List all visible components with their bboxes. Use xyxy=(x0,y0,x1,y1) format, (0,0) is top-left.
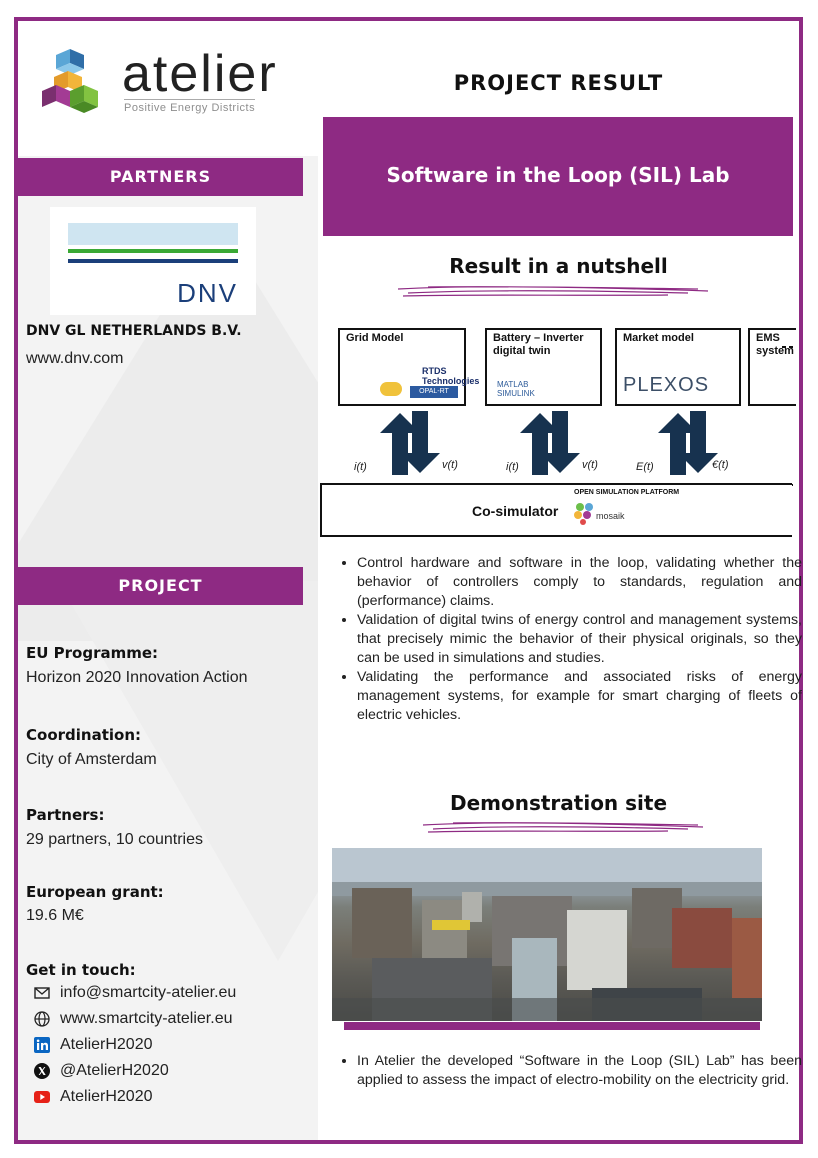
partners-count-label: Partners: xyxy=(26,806,105,824)
partner-url-link[interactable]: www.dnv.com xyxy=(26,350,124,367)
nutshell-bullets xyxy=(343,554,802,725)
contact-website-link[interactable] xyxy=(34,1010,233,1028)
contact-x-link[interactable] xyxy=(34,1062,169,1080)
dnv-wordmark: DNV xyxy=(177,278,238,308)
signal-left-1: i(t) xyxy=(354,461,367,473)
logo-wordmark: atelier xyxy=(122,45,278,103)
hero-title: Software in the Loop (SIL) Lab xyxy=(386,163,730,187)
platform-label: OPEN SIMULATION PLATFORM xyxy=(574,489,680,496)
contact-linkedin-link[interactable] xyxy=(34,1036,153,1054)
logo-cubes-icon xyxy=(40,47,120,117)
grant-label: European grant: xyxy=(26,883,164,901)
nutshell-heading: Result in a nutshell xyxy=(449,254,668,278)
nutshell-underline-icon xyxy=(388,281,718,301)
hero-banner xyxy=(323,117,793,236)
list-item: • Validation of digital twins of energy control and management systems, that precisely mimic the behavior of their physical originals, so they can be used in simulations and studies. xyxy=(357,611,802,668)
contact-website-text: www.smartcity-atelier.eu xyxy=(60,1010,233,1027)
mosaik-label: mosaik xyxy=(596,511,625,521)
partners-count-value: 29 partners, 10 countries xyxy=(26,831,203,848)
contact-heading: Get in touch: xyxy=(26,961,136,979)
matlab-logo: MATLAB SIMULINK xyxy=(497,380,535,398)
coordination-label: Coordination: xyxy=(26,726,141,744)
contact-linkedin-text: AtelierH2020 xyxy=(60,1036,153,1053)
list-item: • Validating the performance and associated risks of energy management systems, for example for smart charging of fleets of electric vehicles. xyxy=(357,668,802,725)
architecture-diagram xyxy=(320,325,795,525)
plexos-logo: PLEXOS xyxy=(623,374,710,396)
opal-rt-logo: OPAL-RT xyxy=(410,386,458,398)
ems-title: EMS system xyxy=(756,332,794,357)
globe-icon xyxy=(34,1011,50,1027)
grid-model-title: Grid Model xyxy=(346,332,404,344)
demo-site-photo xyxy=(332,848,762,1021)
contact-email-text: info@smartcity-atelier.eu xyxy=(60,984,237,1001)
logo xyxy=(18,21,318,156)
list-item: • Control hardware and software in the loop, validating whether the behavior of controllers comply to standards, regulation and (performance) claims. xyxy=(357,554,802,611)
partners-heading: PARTNERS xyxy=(18,158,303,196)
mosaik-logo-icon xyxy=(574,501,596,525)
youtube-icon xyxy=(34,1089,50,1105)
battery-twin-title: Battery – Inverter digital twin xyxy=(493,332,584,357)
project-heading: PROJECT xyxy=(18,567,303,605)
signal-right-1: v(t) xyxy=(442,459,458,471)
signal-right-3: €(t) xyxy=(712,459,729,471)
dnv-logo xyxy=(50,207,256,315)
contact-email-link[interactable] xyxy=(34,984,236,1002)
partner-name: DNV GL NETHERLANDS B.V. xyxy=(26,323,242,339)
page-title: PROJECT RESULT xyxy=(453,71,664,95)
cosimulator-label: Co-simulator xyxy=(472,503,559,519)
rtds-logo: RTDS Technologies xyxy=(422,366,480,386)
signal-left-3: E(t) xyxy=(636,461,654,473)
demo-underline-icon xyxy=(413,817,713,837)
mail-icon xyxy=(34,985,50,1001)
market-model-title: Market model xyxy=(623,332,694,344)
list-item: • In Atelier the developed “Software in the Loop (SIL) Lab” has been applied to assess the impact of electro-mobility on the electricity grid. xyxy=(357,1052,802,1090)
grant-value: 19.6 M€ xyxy=(26,907,84,924)
contact-youtube-link[interactable] xyxy=(34,1088,153,1106)
signal-left-2: i(t) xyxy=(506,461,519,473)
poster-frame xyxy=(14,17,803,1144)
programme-value: Horizon 2020 Innovation Action xyxy=(26,669,248,686)
cosimulator-box xyxy=(320,483,792,537)
sidebar xyxy=(18,21,318,1140)
linkedin-icon xyxy=(34,1037,50,1053)
programme-label: EU Programme: xyxy=(26,644,159,662)
logo-tagline: Positive Energy Districts xyxy=(124,99,255,114)
city-photo-illustration xyxy=(332,848,762,1021)
demo-bullets xyxy=(343,1052,802,1090)
signal-right-2: v(t) xyxy=(582,459,598,471)
x-icon xyxy=(34,1063,50,1079)
photo-accent-bar xyxy=(344,1022,760,1030)
contact-youtube-text: AtelierH2020 xyxy=(60,1088,153,1105)
demo-heading: Demonstration site xyxy=(449,791,668,815)
contact-x-text: @AtelierH2020 xyxy=(60,1062,169,1079)
coordination-value: City of Amsterdam xyxy=(26,751,157,768)
